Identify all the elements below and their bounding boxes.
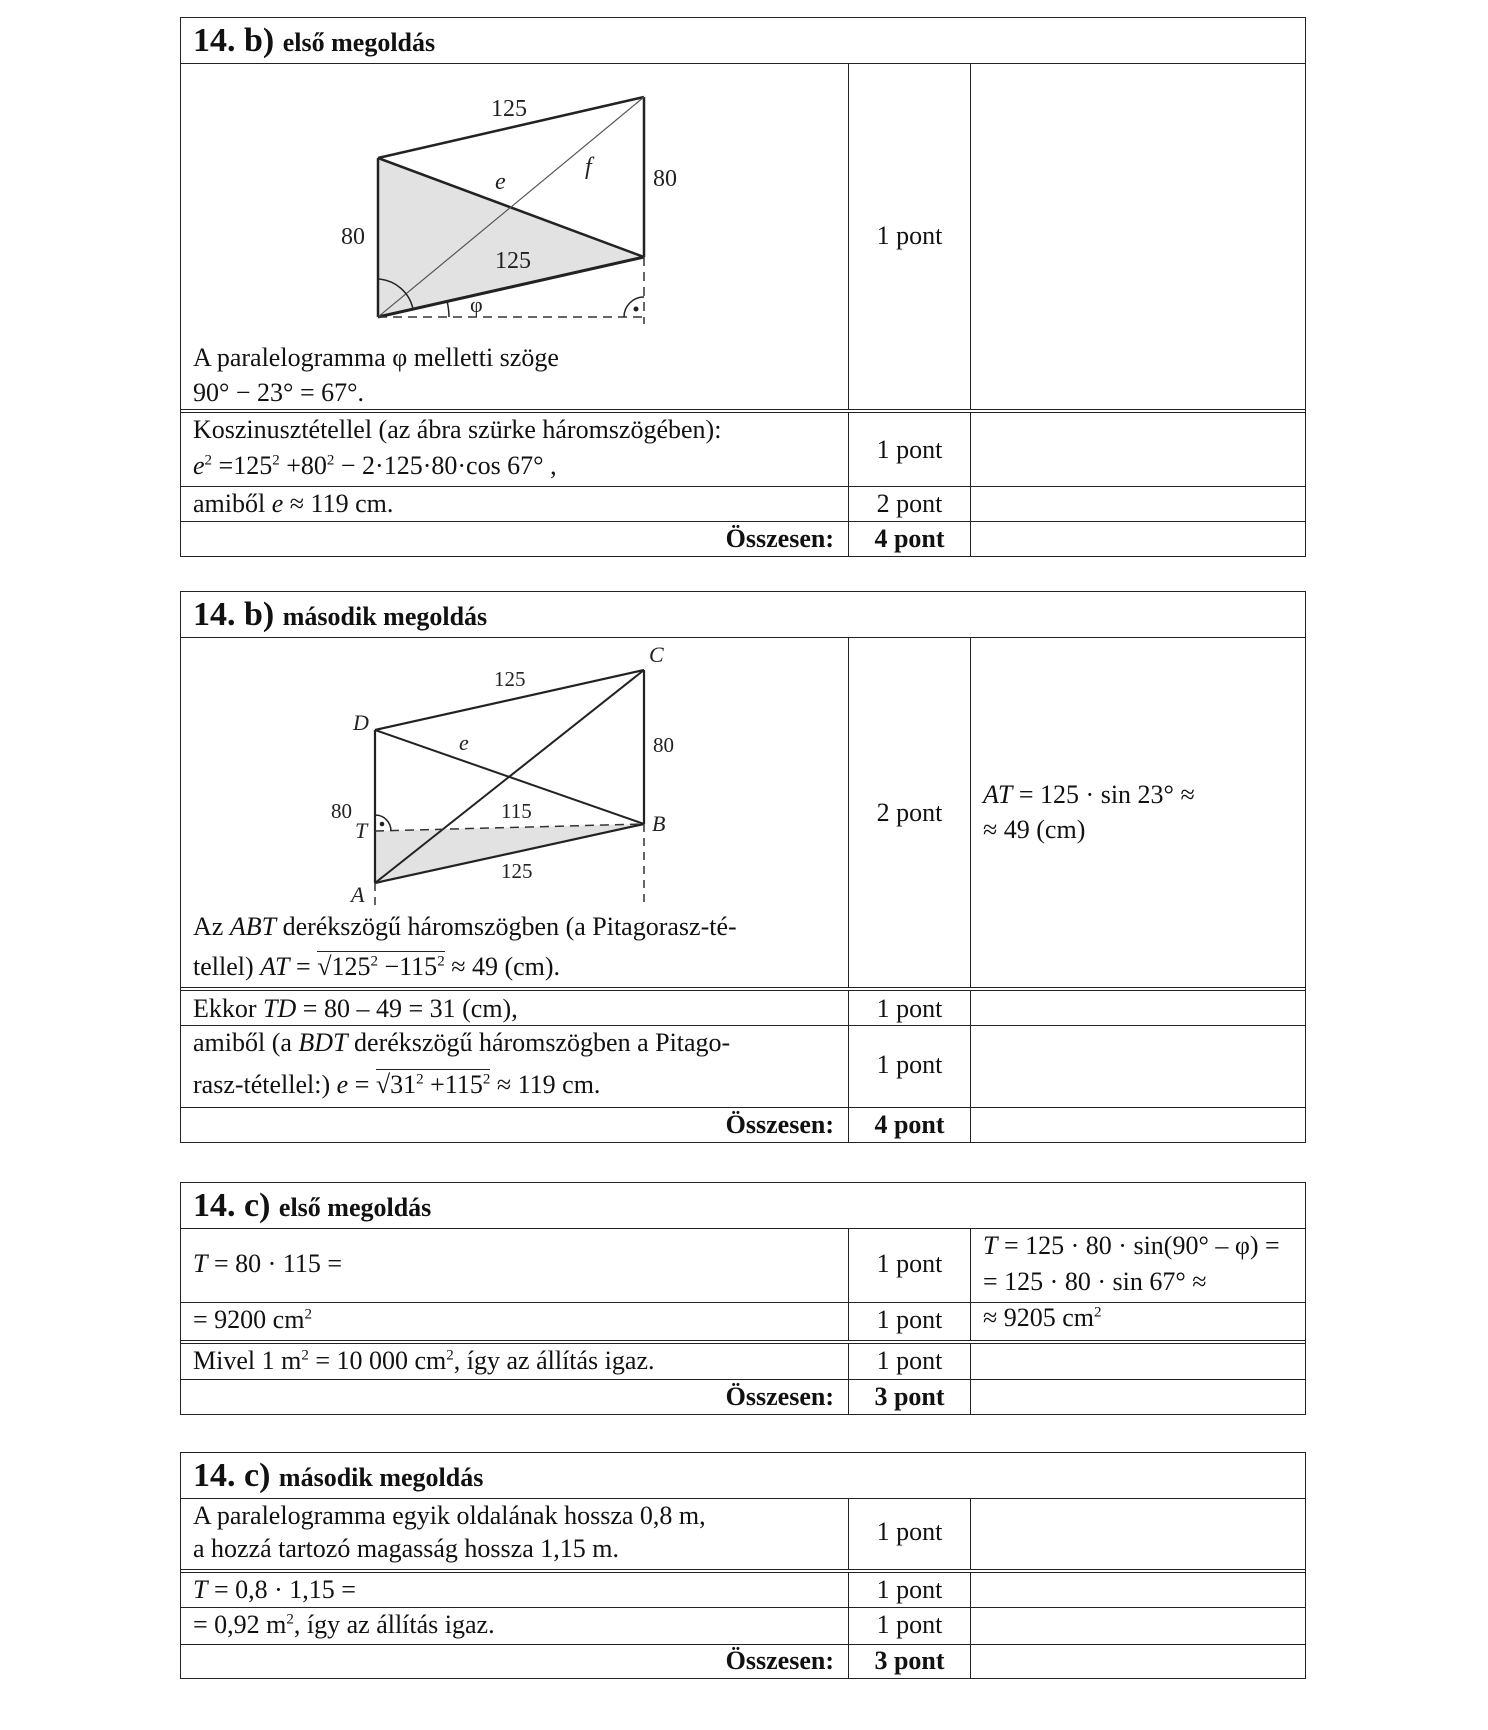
label-top: 125: [491, 96, 527, 122]
points: 1 pont: [876, 435, 943, 464]
row-total: [181, 1379, 1305, 1414]
points: 1 pont: [876, 1575, 943, 1604]
points-cell: [848, 1026, 971, 1107]
content-cell: [181, 1344, 848, 1379]
solution-title: második megoldás: [282, 602, 488, 631]
points-cell: [848, 1303, 971, 1340]
points: 1 pont: [876, 1249, 943, 1278]
notes-cell: [971, 522, 1305, 556]
problem-number: [193, 596, 487, 634]
block-14b-second: [180, 591, 1306, 1143]
notes-cell: [971, 1608, 1305, 1644]
cosine-text: Koszinusztétellel (az ábra szürke háromszögében):: [193, 415, 722, 444]
points-cell: [848, 1499, 971, 1569]
sides-text-1: A paralelogramma egyik oldalának hossza 0,8 m,: [193, 1501, 706, 1530]
points-cell: [848, 638, 971, 987]
alt-note-1: T = 125 · 80 · sin(90° – φ) =: [983, 1231, 1280, 1260]
label-right: 80: [653, 733, 674, 757]
block-14b-first: [180, 17, 1306, 557]
problem-number: [193, 22, 435, 60]
label-phi: φ: [470, 292, 483, 317]
sides-text-2: a hozzá tartozó magasság hossza 1,15 m.: [193, 1534, 619, 1563]
gray-triangle: [378, 158, 644, 317]
area-value: = 9200 $cm^2$: [193, 1305, 312, 1334]
content-cell: [181, 1645, 848, 1678]
e-text-2: rasz-tétellel:) $e = √31^2 +115^2 \approx 119$ cm.: [193, 1070, 601, 1099]
total-points: 4 pont: [874, 524, 945, 553]
points: 1 pont: [876, 221, 943, 250]
notes-cell: [971, 991, 1305, 1025]
notes-cell: [971, 638, 1305, 987]
label-T: T: [355, 818, 368, 843]
row-total: [181, 1644, 1305, 1678]
content-cell: [181, 413, 848, 486]
notes-cell: [971, 1380, 1305, 1414]
block-header: [181, 1453, 1305, 1499]
number-text: 14. b): [193, 22, 275, 59]
row-figure: [181, 64, 1305, 409]
row-area-value: [181, 1607, 1305, 1644]
label-bottom: 125: [495, 248, 531, 274]
notes-cell: [971, 1303, 1305, 1340]
row-e-result: [181, 1025, 1305, 1107]
content-cell: [181, 1303, 848, 1340]
number-text: 14. c): [193, 1457, 271, 1494]
row-cosine: [181, 409, 1305, 486]
total-points: 4 pont: [874, 1110, 945, 1139]
label-bottom: 125: [501, 859, 533, 883]
problem-number: [193, 1187, 431, 1225]
label-top: 125: [494, 667, 526, 691]
content-cell: [181, 1229, 848, 1302]
label-left: 80: [331, 799, 352, 823]
notes-cell: [971, 1026, 1305, 1107]
total-points: 3 pont: [874, 1646, 945, 1675]
points: 2 pont: [876, 798, 943, 827]
points-cell: [848, 487, 971, 521]
label-A: A: [351, 882, 365, 907]
label-left: 80: [341, 224, 365, 250]
content-cell: [181, 638, 848, 987]
label-f: f: [585, 154, 592, 180]
row-td: [181, 987, 1305, 1025]
number-text: 14. c): [193, 1187, 271, 1224]
solution-title: első megoldás: [282, 28, 436, 57]
points-cell: [848, 413, 971, 486]
angle-arc-phi: [447, 301, 449, 317]
alt-note-2: ≈ 49 (cm): [983, 815, 1086, 844]
notes-cell: [971, 1499, 1305, 1569]
content-cell: [181, 487, 848, 521]
total-label: Összesen:: [725, 524, 834, 553]
row-figure: [181, 638, 1305, 987]
row-area-formula: [181, 1569, 1305, 1607]
result-text: amiből e ≈ 119 cm.: [193, 489, 394, 518]
angle-text-2: 90° − 23° = 67°.: [193, 378, 365, 407]
block-14c-first: [180, 1182, 1306, 1415]
alt-note-2: = 125 · 80 · sin 67° ≈: [983, 1267, 1207, 1296]
total-label: Összesen:: [725, 1646, 834, 1675]
notes-cell: [971, 1108, 1305, 1142]
points-cell: [848, 522, 971, 556]
points: 1 pont: [876, 1050, 943, 1079]
right-angle-dot-t: [380, 822, 385, 827]
total-points: 3 pont: [874, 1382, 945, 1411]
points: 1 pont: [876, 994, 943, 1023]
points-cell: [848, 991, 971, 1025]
angle-text-1: A paralelogramma φ melletti szöge: [193, 343, 559, 372]
block-header: [181, 18, 1305, 64]
content-cell: [181, 522, 848, 556]
alt-note-1: AT = 125 · sin 23° ≈: [983, 780, 1195, 809]
row-total: [181, 521, 1305, 556]
label-B: B: [652, 811, 666, 836]
label-mid: 115: [501, 799, 532, 823]
label-C: C: [649, 642, 664, 667]
points: 1 pont: [876, 1517, 943, 1546]
notes-cell: [971, 1229, 1305, 1302]
points-cell: [848, 1645, 971, 1678]
content-cell: [181, 1026, 848, 1107]
points: 1 pont: [876, 1305, 943, 1334]
points-cell: [848, 1380, 971, 1414]
notes-cell: [971, 1645, 1305, 1678]
points-cell: [848, 1229, 971, 1302]
content-cell: [181, 991, 848, 1025]
content-cell: [181, 1573, 848, 1607]
content-cell: [181, 1608, 848, 1644]
content-cell: [181, 1380, 848, 1414]
points-cell: [848, 1108, 971, 1142]
area-formula: T = 80 · 115 =: [193, 1249, 342, 1278]
content-cell: [181, 64, 848, 409]
solution-title: első megoldás: [278, 1193, 432, 1222]
statement-text: Mivel 1 $m^2 = 10$ 000 $cm^2$, így az állítás igaz.: [193, 1346, 655, 1375]
e-text-1: amiből (a BDT derékszögű háromszögben a Pitago-: [193, 1028, 731, 1057]
points-cell: [848, 64, 971, 409]
points-cell: [848, 1344, 971, 1379]
label-D: D: [353, 710, 369, 735]
pythagoras-text-1: Az ABT derékszögű háromszögben (a Pitagorasz-té-: [193, 912, 737, 941]
total-label: Összesen:: [725, 1382, 834, 1411]
row-area-value: [181, 1302, 1305, 1340]
row-result: [181, 486, 1305, 521]
notes-cell: [971, 487, 1305, 521]
points: 2 pont: [876, 489, 943, 518]
label-e: e: [495, 169, 506, 195]
content-cell: [181, 1499, 848, 1569]
total-label: Összesen:: [725, 1110, 834, 1139]
points: 1 pont: [876, 1346, 943, 1375]
block-header: [181, 592, 1305, 638]
row-statement: [181, 1340, 1305, 1379]
solution-title: második megoldás: [278, 1463, 484, 1492]
row-area-formula: [181, 1229, 1305, 1302]
notes-cell: [971, 1573, 1305, 1607]
area-value: = 0,92 $m^2$, így az állítás igaz.: [193, 1610, 495, 1639]
label-e: e: [459, 730, 469, 755]
points: 1 pont: [876, 1610, 943, 1639]
notes-cell: [971, 413, 1305, 486]
td-text: Ekkor TD = 80 – 49 = 31 (cm),: [193, 994, 518, 1023]
right-angle-arc: [624, 297, 644, 317]
cosine-formula: $e^2 =125^2 +80^2 - 2\cdot 125\cdot 80\cdot\cos$ 67° ,: [193, 451, 557, 480]
block-14c-second: [180, 1452, 1306, 1679]
label-right: 80: [653, 166, 677, 192]
notes-cell: [971, 64, 1305, 409]
notes-cell: [971, 1344, 1305, 1379]
number-text: 14. b): [193, 596, 275, 633]
row-total: [181, 1107, 1305, 1142]
points-cell: [848, 1573, 971, 1607]
parallelogram-figure-2: [181, 638, 848, 918]
block-header: [181, 1183, 1305, 1229]
area-formula: T = 0,8 · 1,15 =: [193, 1575, 356, 1604]
problem-number: [193, 1457, 483, 1495]
right-angle-dot: [634, 307, 639, 312]
points-cell: [848, 1608, 971, 1644]
alt-note-3: ≈ 9205 $cm^2$: [983, 1303, 1102, 1332]
row-sides: [181, 1499, 1305, 1569]
content-cell: [181, 1108, 848, 1142]
pythagoras-text-2: tellel) AT = $√125^2 -115^2 \approx 49$ (cm).: [193, 952, 561, 981]
